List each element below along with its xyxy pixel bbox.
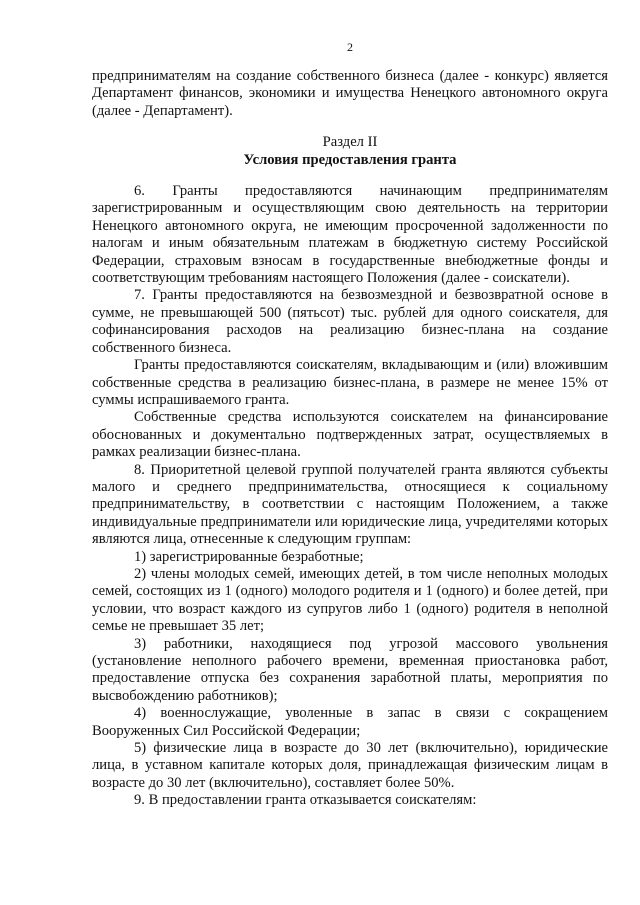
paragraph-7: 7. Гранты предоставляются на безвозмездной и безвозвратной основе в сумме, не превышающей 500 (пятьсот) тыс. рублей для одного соискателя, для софинансирования расходов на реализацию бизнес-плана на создание собственного бизнеса. <box>92 287 608 356</box>
page-number: 2 <box>347 40 353 54</box>
section-label: Раздел II <box>322 134 378 151</box>
list-item-3: 3) работники, находящиеся под угрозой массового увольнения (установление неполного рабочего времени, временная приостановка работ, предоставление отпуска без сохранения заработной платы, мероприятия по высвобождению работников); <box>92 635 608 704</box>
paragraph-6: 6. Гранты предоставляются начинающим предпринимателям зарегистрированным и осуществляющим свою деятельность на территории Ненецкого автономного округа, не имеющим просроченной задолженности по налогам и иным обязательным платежам в бюджетную систему Российской Федерации, страховым взносам в государственные внебюджетные фонды и соответствующим требованиям настоящего Положения (далее - соискатели). <box>92 183 608 287</box>
list-item-2: 2) члены молодых семей, имеющих детей, в том числе неполных молодых семей, состоящих из 1 (одного) молодого родителя и 1 (одного) и более детей, при условии, что возраст каждого из супругов либо 1 (одного) родителя в неполной семье не превышает 35 лет; <box>92 565 608 635</box>
list-item-1: 1) зарегистрированные безработные; <box>134 548 364 565</box>
section-heading <box>92 134 608 169</box>
paragraph-7-own-funds: Гранты предоставляются соискателям, вкладывающим и (или) вложившим собственные средства в реализацию бизнес-плана, в размере не менее 15% от суммы испрашиваемого гранта. <box>92 357 608 408</box>
paragraph-8: 8. Приоритетной целевой группой получателей гранта являются субъекты малого и среднего предпринимательства, относящиеся к социальному предпринимательству, в соответствии с настоящим Положением, а также индивидуальные предприниматели или юридические лица, учредителями которых являются лица, отнесенные к следующим группам: <box>92 461 608 548</box>
paragraph-7-use-of-funds: Собственные средства используются соискателем на финансирование обоснованных и документально подтвержденных затрат, осуществляемых в рамках реализации бизнес-плана. <box>92 409 608 461</box>
list-item-5: 5) физические лица в возрасте до 30 лет (включительно), юридические лица, в уставном капитале которых доля, принадлежащая физическим лицам в возрасте до 30 лет (включительно), составляет более 50%. <box>92 740 608 791</box>
paragraph-9: 9. В предоставлении гранта отказывается соискателям: <box>134 792 477 809</box>
intro-paragraph: предпринимателям на создание собственного бизнеса (далее - конкурс) является Департамент финансов, экономики и имущества Ненецкого автономного округа (далее - Департамент). <box>92 68 608 119</box>
section-title: Условия предоставления гранта <box>243 151 457 168</box>
list-item-4: 4) военнослужащие, уволенные в запас в связи с сокращением Вооруженных Сил Российской Федерации; <box>92 705 608 739</box>
